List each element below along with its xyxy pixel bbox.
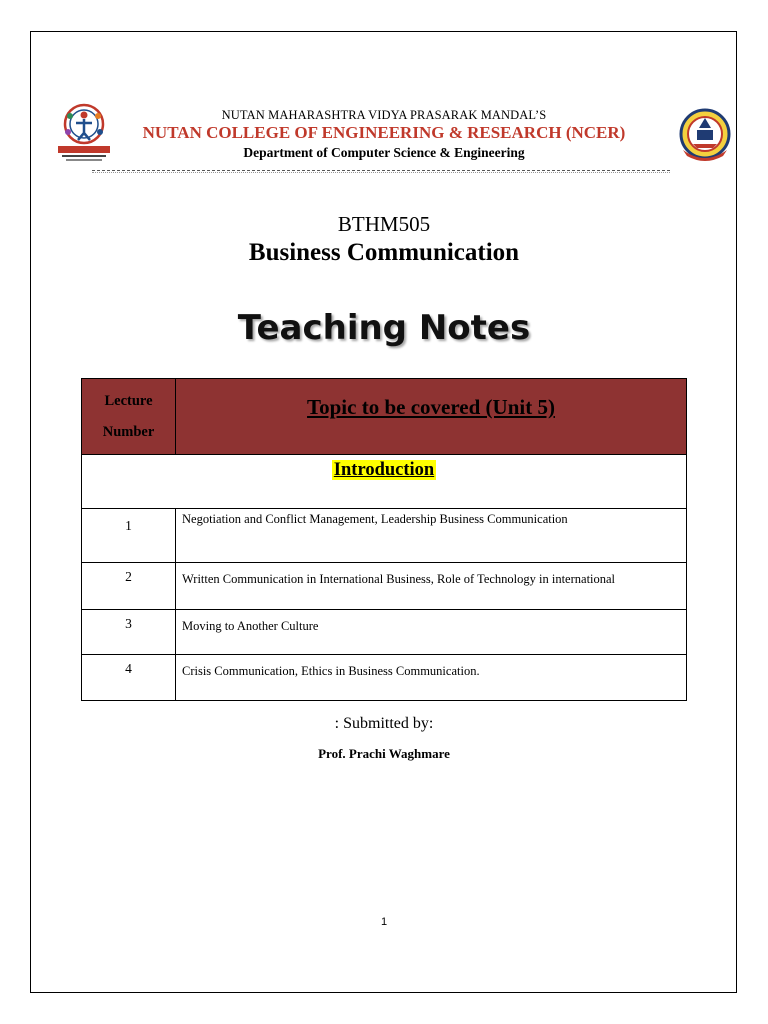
lecture-number: 4 [82,655,176,701]
author-name: Prof. Prachi Waghmare [318,746,450,761]
header-divider [92,170,670,171]
table-row [82,610,687,655]
department-name: Department of Computer Science & Engineering [243,145,525,160]
lecture-number: 3 [82,610,176,655]
course-name: Business Communication [248,239,520,266]
column-header-topic: Topic to be covered (Unit 5) [176,379,687,455]
lecture-topic: Written Communication in International Business, Role of Technology in international [176,563,687,610]
lecture-number: 1 [82,509,176,563]
lecture-topic: Negotiation and Conflict Management, Leadership Business Communication [176,509,687,563]
table-row [82,563,687,610]
trust-name: NUTAN MAHARASHTRA VIDYA PRASARAK MANDAL’S [221,108,547,122]
college-name: NUTAN COLLEGE OF ENGINEERING & RESEARCH (NCER) [142,123,626,142]
page-number: 1 [380,916,388,928]
submitted-by-label: : Submitted by: [334,715,434,732]
column-header-lecture-line1: Lecture [104,392,153,409]
table-row [82,509,687,563]
document-title: Teaching Notes [237,308,531,348]
lecture-number: 2 [82,563,176,610]
column-header-lecture-number [82,379,176,455]
lecture-topic: Crisis Communication, Ethics in Business Communication. [176,655,687,701]
table-header-row [82,379,687,455]
section-row [82,455,687,509]
course-code: BTHM505 [337,212,431,236]
table-row [82,655,687,701]
section-title: Introduction [333,460,435,480]
header-divider-secondary [92,172,670,173]
column-header-lecture-line2: Number [102,423,155,440]
lecture-topic: Moving to Another Culture [176,610,687,655]
topics-table [81,378,687,701]
section-cell [82,455,687,509]
